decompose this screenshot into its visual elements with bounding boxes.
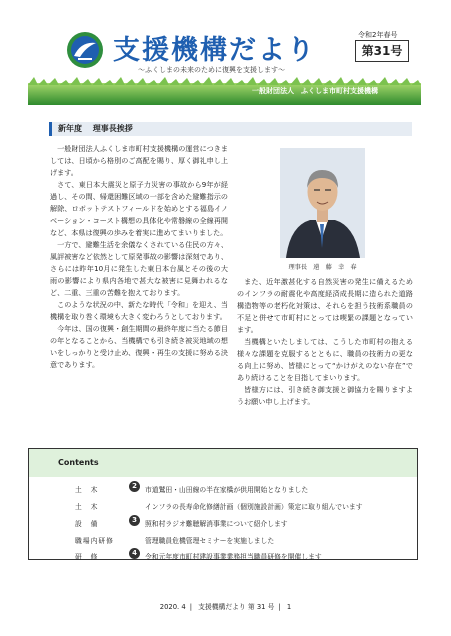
- article-paragraph: 今年は、国の復興・創生期間の最終年度に当たる節目の年となることから、当機構でも引き続き被災地域の想いをしっかりと受け止め、復興・再生の支援に努める決意であります。: [50, 324, 228, 369]
- newsletter-title: 支援機構だより: [113, 35, 316, 66]
- contents-item[interactable]: [29, 547, 417, 564]
- article-paragraph: 皆様方には、引き続き御支援と御協力を賜りますようお願い申し上げます。: [237, 385, 413, 406]
- contents-category: 土 木: [75, 503, 99, 511]
- organization-logo: [66, 31, 104, 69]
- contents-category: 研 修: [75, 553, 99, 561]
- article-paragraph: このような状況の中、新たな時代「令和」を迎え、当機構を取り巻く環境も大きく変わろうとしております。: [50, 300, 228, 321]
- contents-item-title: インフラの長寿命化修繕計画（個別施設計画）策定に取り組んでいます: [145, 503, 363, 511]
- contents-title: Contents: [58, 458, 99, 467]
- article-heading-title: 理事長挨拶: [92, 124, 133, 133]
- article-paragraph: 一般財団法人ふくしま市町村支援機構の運営につきましては、日頃から格別のご高配を賜り、厚く御礼申し上げます。: [50, 144, 228, 177]
- chairman-photo: [280, 148, 365, 258]
- issue-season: 令和2年春号: [358, 31, 398, 39]
- footer-date: 2020. 4: [159, 603, 186, 611]
- article-heading: [49, 122, 412, 136]
- newsletter-subtitle: ～ふくしまの未来のために復興を支援します～: [138, 66, 285, 74]
- contents-item-title: 照和村ラジオ難聴解消事業について紹介します: [145, 520, 288, 528]
- contents-list: [29, 478, 417, 560]
- page-number-badge: 4: [129, 548, 140, 559]
- article-paragraph: 一方で、避難生活を余儀なくされている住民の方々、風評被害など依然として原発事故の影響は深刻であり、さらには昨年10月に発生した東日本台風とその後の大雨の影響により県内各地で甚大な被害に見舞われるなど、二重、三重の苦難を抱えております。: [50, 240, 228, 297]
- contents-item-title: 管理職員危機管理セミナーを実施しました: [145, 537, 275, 545]
- contents-item[interactable]: [29, 497, 417, 514]
- issue-number: 第31号: [355, 40, 409, 62]
- footer-page-number: 1: [286, 603, 292, 611]
- contents-category: 設 備: [75, 520, 99, 528]
- footer-publication: 支援機構だより 第 31 号: [198, 603, 275, 611]
- page-number-badge: 3: [129, 515, 140, 526]
- contents-item-title: 令和元年度市町村建設事業業務担当職員研修を開催します: [145, 553, 322, 561]
- contents-category: 職場内研修: [75, 537, 114, 545]
- article-paragraph: さて、東日本大震災と原子力災害の事故から9年が経過し、その間、帰還困難区域の一部を含めた避難指示の解除、ロボットテストフィールドを始めとする福島イノベーション・コースト構想の具体化や常磐線の全線再開など、本県は復興の歩みを着実に進めてまいりました。: [50, 180, 228, 237]
- contents-item-title: 市道鷲田・山田線の半在家橋が供用開始となりました: [145, 486, 309, 494]
- page-footer: 2020. 4 | 支援機構だより 第 31 号 | 1: [159, 603, 292, 611]
- article-right-column: [237, 276, 413, 408]
- article-paragraph: また、近年激甚化する自然災害の発生に備えるためのインフラの耐震化や高度経済成長期に造られた道路構造物等の老朽化対策は、それらを担う技術系職員の不足と併せて市町村にとっては喫緊の課題となっています。: [237, 277, 413, 334]
- contents-item[interactable]: [29, 514, 417, 531]
- article-left-column: [50, 143, 228, 371]
- contents-item[interactable]: [29, 531, 417, 548]
- photo-caption: 理事長 遠 藤 幸 春: [288, 264, 357, 271]
- organization-name: 一般財団法人 ふくしま市町村支援機構: [252, 87, 378, 95]
- contents-category: 土 木: [75, 486, 99, 494]
- page-number-badge: 2: [129, 481, 140, 492]
- article-heading-season: 新年度: [58, 124, 82, 133]
- article-paragraph: 当機構といたしましては、こうした市町村の抱える様々な課題を克服するとともに、職員の技術力の更なる向上に努め、皆様にとって“かけがえのない存在”であり続けることを目指してまいります。: [237, 337, 413, 382]
- contents-item[interactable]: [29, 480, 417, 497]
